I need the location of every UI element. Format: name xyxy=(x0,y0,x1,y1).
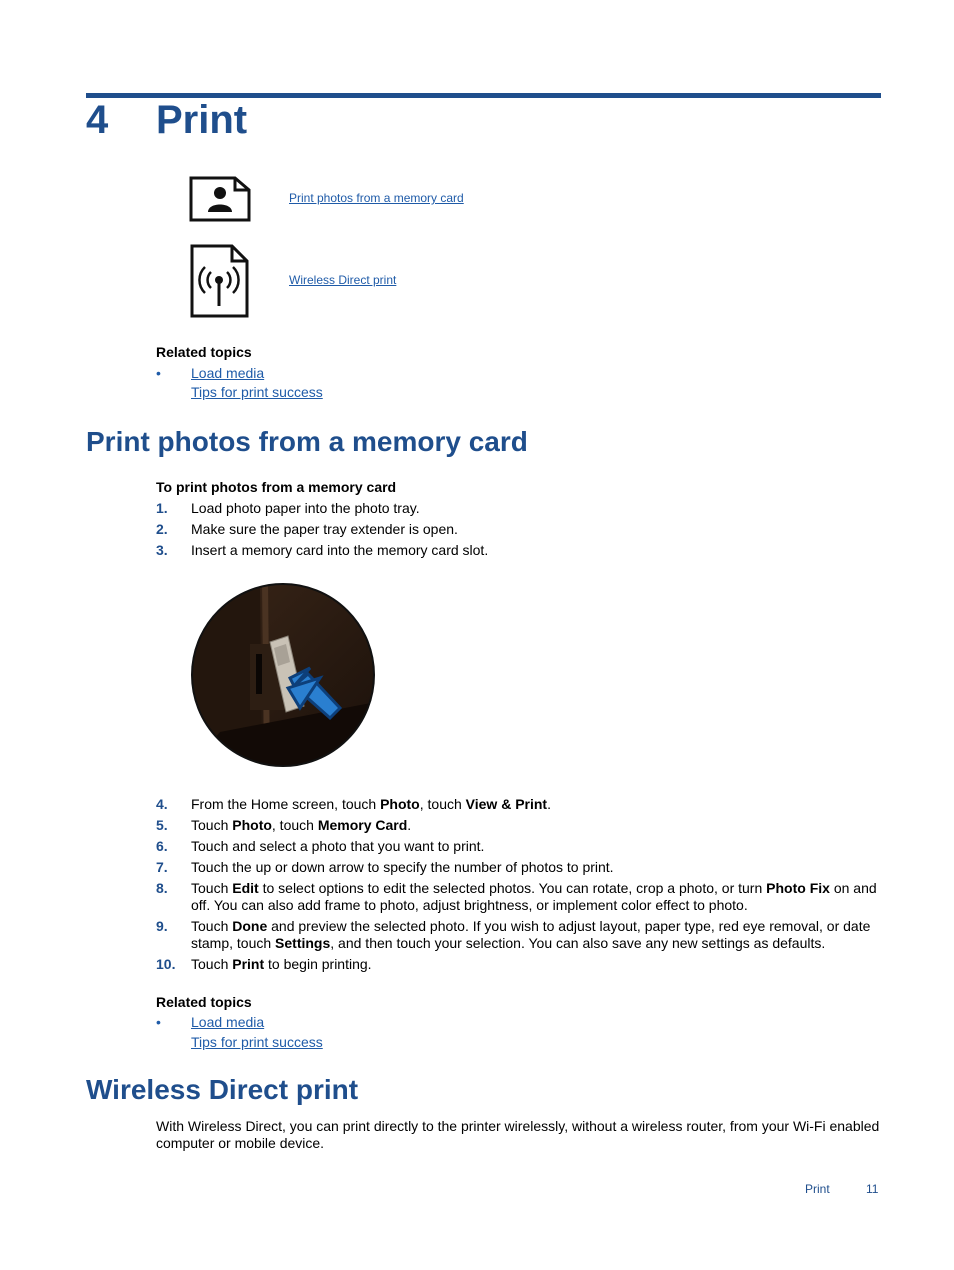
bullet-marker: • xyxy=(156,365,161,381)
footer-section-name: Print xyxy=(805,1182,830,1196)
link-tips-for-print-success[interactable]: Tips for print success xyxy=(191,384,323,400)
related-topics-heading: Related topics xyxy=(156,344,252,360)
link-load-media[interactable]: Load media xyxy=(191,1014,265,1030)
bullet-marker: • xyxy=(156,1014,161,1030)
step-item: 3. Insert a memory card into the memory card slot. xyxy=(156,542,489,558)
step-item: 9. Touch Done and preview the selected photo. If you wish to adjust layout, paper type, red eye removal, or date stamp, touch Settings, and then touch your selection. You can also save any new settings as defaults. xyxy=(156,918,871,951)
photo-document-icon xyxy=(189,176,251,227)
link-tips-for-print-success[interactable]: Tips for print success xyxy=(191,1034,323,1050)
step-item: 8. Touch Edit to select options to edit the selected photos. You can rotate, crop a photo, or turn Photo Fix on and off. You can also add frame to photo, adjust brightness, or implement color effect to photo. xyxy=(156,880,877,913)
memory-card-insert-illustration xyxy=(190,582,376,773)
link-wireless-direct-print[interactable]: Wireless Direct print xyxy=(289,273,397,287)
chapter-title: Print xyxy=(156,98,248,142)
step-item: 4. From the Home screen, touch Photo, touch View & Print. xyxy=(156,796,551,812)
wireless-direct-paragraph: With Wireless Direct, you can print directly to the printer wirelessly, without a wireless router, from your Wi-Fi enabled computer or mobile device. xyxy=(156,1118,880,1151)
section-title-print-photos: Print photos from a memory card xyxy=(86,426,528,457)
step-item: 7. Touch the up or down arrow to specify the number of photos to print. xyxy=(156,859,614,875)
related-topics-heading: Related topics xyxy=(156,994,252,1010)
step-item: 6. Touch and select a photo that you want to print. xyxy=(156,838,485,854)
procedure-title: To print photos from a memory card xyxy=(156,479,397,495)
step-item: 10. Touch Print to begin printing. xyxy=(156,956,372,972)
wireless-document-icon xyxy=(190,244,250,323)
chapter-number: 4 xyxy=(86,98,109,142)
step-item: 1. Load photo paper into the photo tray. xyxy=(156,500,420,516)
step-item: 2. Make sure the paper tray extender is open. xyxy=(156,521,458,537)
steps-list-a xyxy=(156,500,881,559)
link-load-media[interactable]: Load media xyxy=(191,365,265,381)
section-title-wireless-direct: Wireless Direct print xyxy=(86,1074,359,1105)
steps-list-b xyxy=(156,796,881,973)
step-item: 5. Touch Photo, touch Memory Card. xyxy=(156,817,412,833)
page-number: 11 xyxy=(866,1182,879,1196)
link-print-photos-memory-card[interactable]: Print photos from a memory card xyxy=(289,191,464,205)
